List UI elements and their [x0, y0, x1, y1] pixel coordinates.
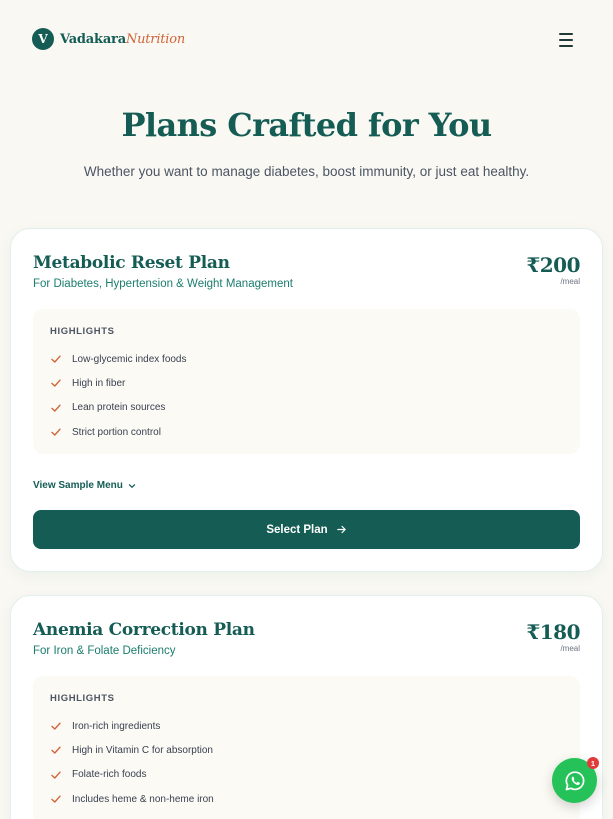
list-item — [50, 347, 562, 371]
highlight-text: Folate-rich foods — [72, 769, 147, 781]
brand-logo[interactable] — [32, 28, 185, 50]
highlights-box — [33, 309, 580, 454]
brand-name-accent: Nutrition — [125, 31, 186, 47]
site-header — [0, 0, 613, 80]
list-item — [50, 396, 562, 420]
plan-name: Metabolic Reset Plan — [33, 253, 230, 273]
check-icon — [50, 426, 62, 438]
list-item — [50, 714, 562, 738]
check-icon — [50, 793, 62, 805]
check-icon — [50, 377, 62, 389]
brand-name — [60, 32, 185, 47]
arrow-right-icon — [336, 524, 347, 535]
list-item — [50, 420, 562, 444]
check-icon — [50, 769, 62, 781]
chevron-down-icon — [128, 482, 136, 490]
highlight-text: High in fiber — [72, 377, 126, 389]
highlights-title: HIGHLIGHTS — [50, 326, 115, 337]
hamburger-menu-icon[interactable] — [556, 31, 576, 49]
plan-price: ₹180 — [526, 620, 580, 644]
check-icon — [50, 353, 62, 365]
check-icon — [50, 720, 62, 732]
plan-target: For Diabetes, Hypertension & Weight Management — [33, 278, 293, 290]
list-item — [50, 738, 562, 762]
notification-badge: 1 — [587, 757, 599, 769]
highlight-text: Iron-rich ingredients — [72, 720, 161, 732]
plan-card-anemia-correction — [10, 595, 603, 819]
plan-card-metabolic-reset — [10, 228, 603, 572]
whatsapp-icon — [563, 769, 587, 793]
menu-line — [559, 45, 573, 47]
list-item — [50, 371, 562, 395]
view-sample-menu-link[interactable] — [33, 480, 136, 491]
menu-line — [559, 33, 573, 35]
menu-line — [559, 39, 573, 41]
plan-name: Anemia Correction Plan — [33, 620, 255, 640]
select-plan-label: Select Plan — [266, 523, 328, 536]
highlights-box — [33, 676, 580, 819]
list-item — [50, 763, 562, 787]
select-plan-button[interactable] — [33, 510, 580, 549]
price-unit: /meal — [560, 644, 580, 653]
view-sample-menu-label: View Sample Menu — [33, 480, 123, 491]
price-unit: /meal — [560, 277, 580, 286]
check-icon — [50, 744, 62, 756]
plan-target: For Iron & Folate Deficiency — [33, 645, 176, 657]
page-title: Plans Crafted for You — [121, 106, 492, 144]
page-subtitle: Whether you want to manage diabetes, boost immunity, or just eat healthy. — [83, 164, 530, 179]
highlights-title: HIGHLIGHTS — [50, 693, 115, 704]
highlight-text: Low-glycemic index foods — [72, 353, 187, 365]
list-item — [50, 787, 562, 811]
highlight-text: High in Vitamin C for absorption — [72, 744, 213, 756]
logo-badge-icon: V — [32, 28, 54, 50]
highlight-text: Includes heme & non-heme iron — [72, 793, 214, 805]
brand-name-main: Vadakara — [60, 31, 126, 47]
highlight-text: Lean protein sources — [72, 402, 166, 414]
highlight-text: Strict portion control — [72, 426, 161, 438]
check-icon — [50, 402, 62, 414]
plan-price: ₹200 — [526, 253, 580, 277]
